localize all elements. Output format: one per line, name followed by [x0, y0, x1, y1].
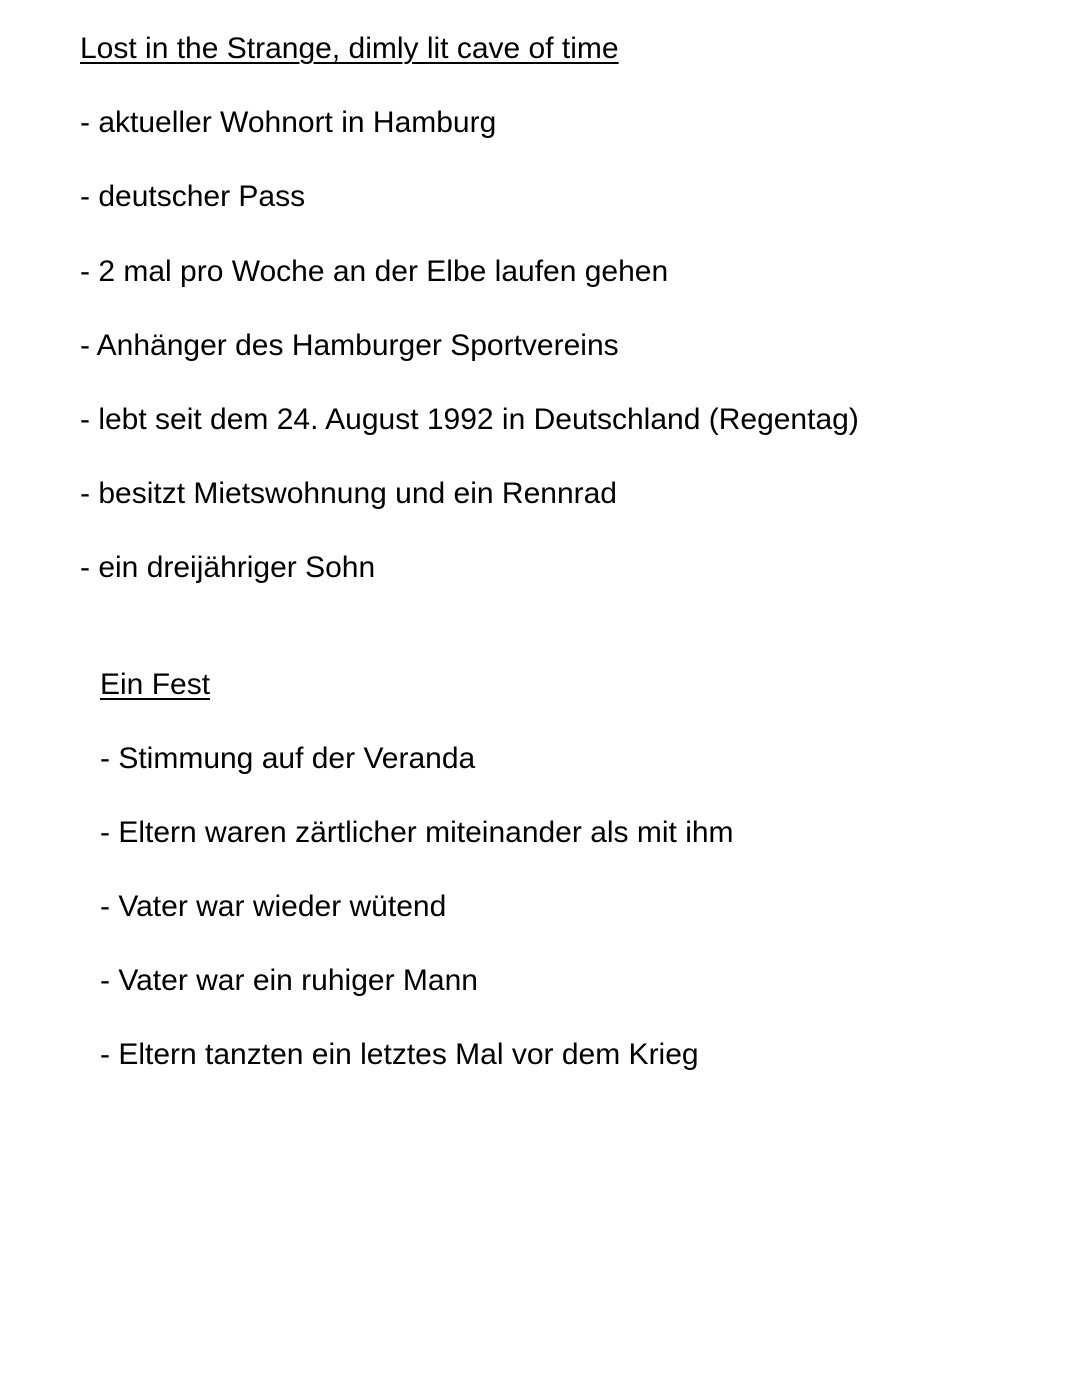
list-item: - besitzt Mietswohnung und ein Rennrad [80, 477, 617, 510]
list-item: - Vater war wieder wütend [100, 890, 447, 923]
list-item: - Vater war ein ruhiger Mann [100, 964, 478, 997]
list-item: - Anhänger des Hamburger Sportvereins [80, 329, 619, 362]
section-heading: Ein Fest [100, 668, 211, 701]
list-item: - Eltern waren zärtlicher miteinander als mit ihm [100, 816, 734, 849]
list-item: - ein dreijähriger Sohn [80, 551, 376, 584]
list-item: - lebt seit dem 24. August 1992 in Deutschland (Regentag) [80, 403, 859, 436]
list-item: - deutscher Pass [80, 180, 306, 213]
section-heading: Lost in the Strange, dimly lit cave of time [80, 32, 619, 65]
list-item: - 2 mal pro Woche an der Elbe laufen gehen [80, 255, 669, 288]
list-item: - Eltern tanzten ein letztes Mal vor dem Krieg [100, 1038, 699, 1071]
list-item: - aktueller Wohnort in Hamburg [80, 106, 497, 139]
list-item: - Stimmung auf der Veranda [100, 742, 476, 775]
